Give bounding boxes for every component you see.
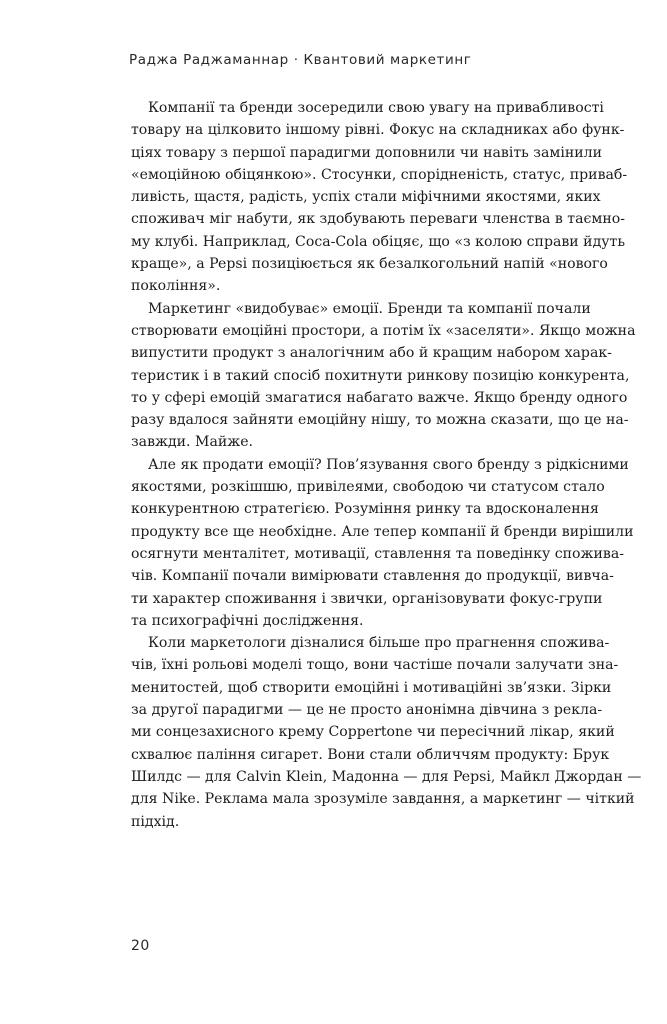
text-line: Маркетинг «видобуває» емоції. Бренди та компанії почали xyxy=(148,300,591,317)
text-line: підхід. xyxy=(131,813,180,830)
text-line: за другої парадигми — це не просто анонімна дівчина з рекла- xyxy=(131,702,603,719)
paragraph xyxy=(131,454,634,632)
text-line: для Nike. Реклама мала зрозуміле завдання, а маркетинг — чіткий xyxy=(131,791,635,808)
text-line: та психографічні дослідження. xyxy=(131,612,364,629)
text-line: чів, їхні рольові моделі тощо, вони частіше почали залучати зна- xyxy=(131,657,619,674)
text-line: то у сфері емоцій змагатися набагато важче. Якщо бренду одного xyxy=(131,389,628,406)
text-line: продукту все ще необхідне. Але тепер компанії й бренди вирішили xyxy=(131,523,634,540)
text-line: товару на цілковито іншому рівні. Фокус на складниках або функ- xyxy=(131,122,625,139)
text-line: завжди. Майже. xyxy=(131,434,254,451)
text-line: разу вдалося зайняти емоційну нішу, то можна сказати, що це на- xyxy=(131,412,629,429)
text-line: ливість, щастя, радість, успіх стали міфічними якостями, яких xyxy=(131,189,601,206)
text-line: споживач міг набути, як здобувають переваги членства в таємно- xyxy=(131,211,626,228)
text-line: покоління». xyxy=(131,278,221,295)
text-line: Але як продати емоції? Пов’язування свого бренду з рідкісними xyxy=(148,456,629,473)
paragraph xyxy=(131,632,642,833)
text-line: «емоційною обіцянкою». Стосунки, спорідненість, статус, приваб- xyxy=(131,166,628,183)
text-line: Компанії та бренди зосередили свою увагу на привабливості xyxy=(148,100,604,116)
text-line: чів. Компанії почали вимірювати ставлення до продукції, вивча- xyxy=(131,568,614,585)
text-line: випустити продукт з аналогічним або й кращим набором харак- xyxy=(131,345,612,362)
text-line: Шилдс — для Calvin Klein, Мадонна — для Pepsi, Майкл Джордан — xyxy=(131,768,642,785)
text-line: ми сонцезахисного крему Coppertone чи пересічний лікар, який xyxy=(131,724,615,741)
text-line: якостями, розкішшю, привілеями, свободою чи статусом стало xyxy=(131,479,605,496)
text-line: осягнути менталітет, мотивації, ставлення та поведінку спожива- xyxy=(131,545,624,562)
body-text xyxy=(131,97,642,833)
paragraph xyxy=(131,97,628,298)
text-line: створювати емоційні простори, а потім їх «заселяти». Якщо можна xyxy=(131,322,636,339)
text-line: схвалює паління сигарет. Вони стали обличчям продукту: Брук xyxy=(131,746,610,763)
text-line: му клубі. Наприклад, Coca-Cola обіцяє, що «з колою справи йдуть xyxy=(131,233,626,250)
page-number: 20 xyxy=(131,938,150,954)
text-line: ти характер споживання і звички, організовувати фокус-групи xyxy=(131,590,603,607)
paragraph xyxy=(131,298,636,454)
text-line: краще», а Pepsi позиціюється як безалкогольний напій «нового xyxy=(131,256,608,273)
text-line: конкурентною стратегією. Розуміння ринку та вдосконалення xyxy=(131,501,599,518)
text-line: менитостей, щоб створити емоційні і мотиваційні зв’язки. Зірки xyxy=(131,679,612,696)
running-header: Раджа Раджаманнар · Квантовий маркетинг xyxy=(129,52,472,68)
text-line: ціях товару з першої парадигми доповнили чи навіть замінили xyxy=(131,144,602,161)
text-line: теристик і в такий спосіб похитнути ринкову позицію конкурента, xyxy=(131,367,630,384)
text-line: Коли маркетологи дізналися більше про прагнення спожива- xyxy=(148,635,610,652)
